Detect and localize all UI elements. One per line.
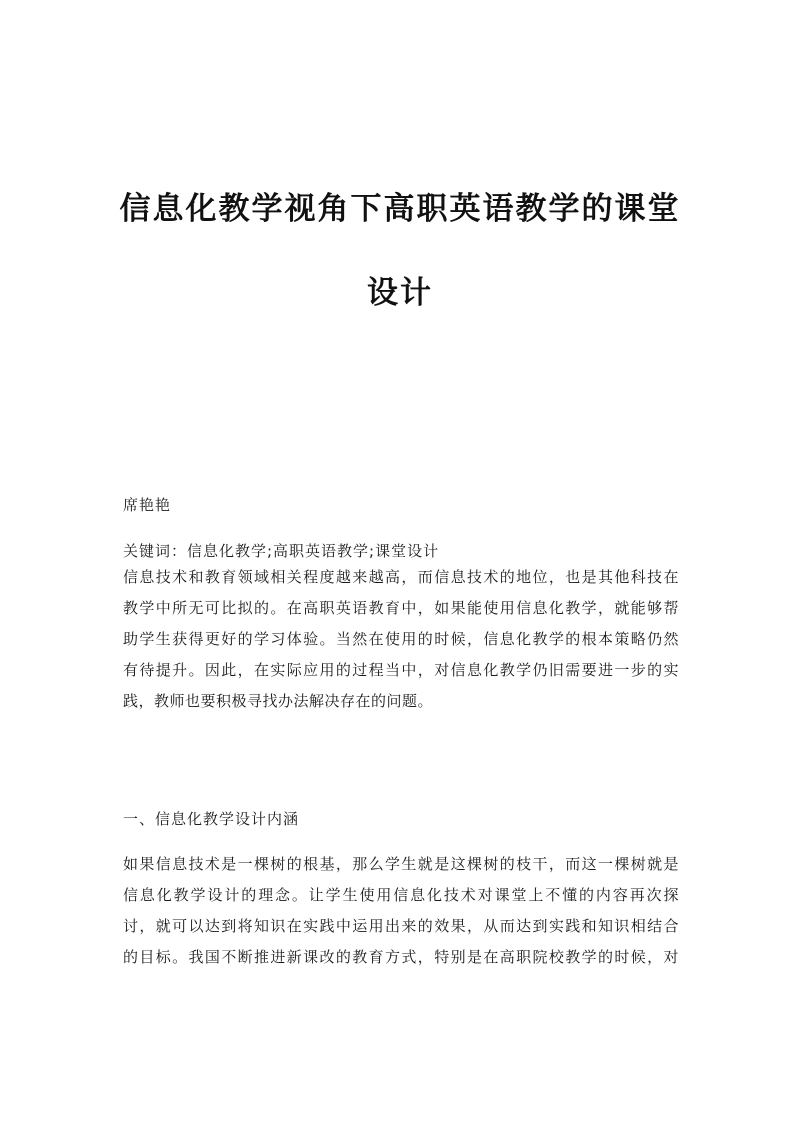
paragraph-line: 信息化教学设计的理念。让学生使用信息化技术对课堂上不懂的内容再次探 <box>123 886 679 904</box>
paragraph-line: 助学生获得更好的学习体验。当然在使用的时候，信息化教学的根本策略仍然 <box>123 630 679 648</box>
paragraph-line: 如果信息技术是一棵树的根基，那么学生就是这棵树的枝干，而这一棵树就是 <box>123 855 679 873</box>
paragraph-line: 有待提升。因此，在实际应用的过程当中，对信息化教学仍旧需要进一步的实 <box>123 661 679 679</box>
section-heading: 一、信息化教学设计内涵 <box>123 810 300 828</box>
author-name: 席艳艳 <box>123 496 172 514</box>
paragraph-line: 信息技术和教育领域相关程度越来越高，而信息技术的地位，也是其他科技在 <box>123 568 679 586</box>
document-title-line-1: 信息化教学视角下高职英语教学的课堂 <box>119 191 681 227</box>
keywords-line: 关键词：信息化教学;高职英语教学;课堂设计 <box>123 542 440 560</box>
paragraph-line: 践，教师也要积极寻找办法解决存在的问题。 <box>123 692 434 710</box>
paragraph-line: 教学中所无可比拟的。在高职英语教育中，如果能使用信息化教学，就能够帮 <box>123 599 679 617</box>
document-title-line-2: 设计 <box>367 275 433 311</box>
section1-paragraph <box>123 849 679 973</box>
intro-paragraph <box>123 562 679 717</box>
paragraph-line: 的目标。我国不断推进新课改的教育方式，特别是在高职院校教学的时候，对 <box>123 948 679 966</box>
paragraph-line: 讨，就可以达到将知识在实践中运用出来的效果，从而达到实践和知识相结合 <box>123 917 679 935</box>
